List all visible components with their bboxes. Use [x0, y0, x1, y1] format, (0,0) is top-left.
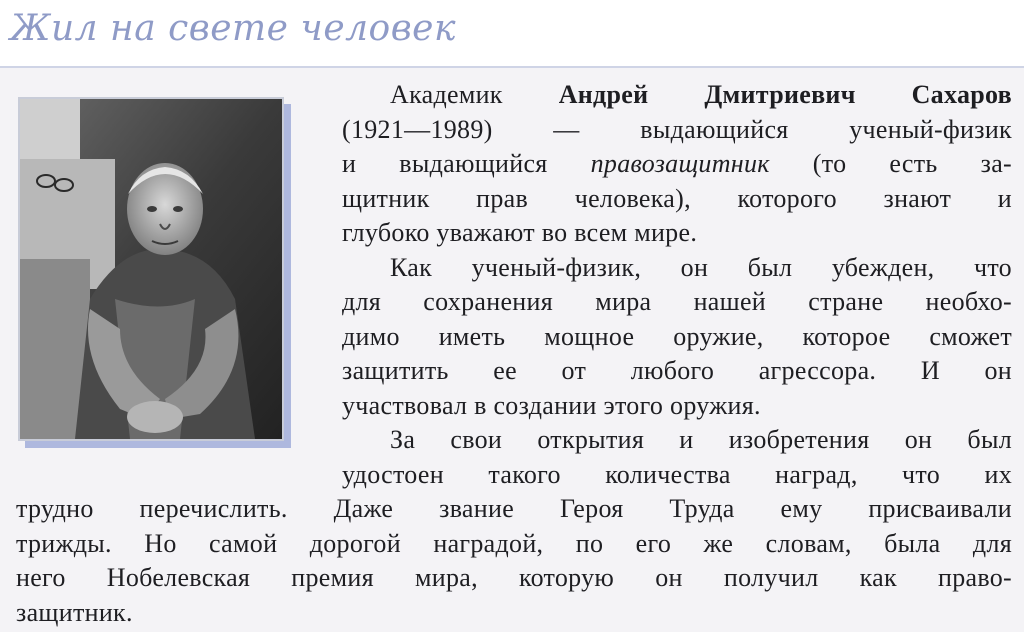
text-line: щитник прав человека), которого знают и: [342, 183, 1012, 213]
text-line: него Нобелевская премия мира, которую он получил как право-: [16, 563, 1012, 592]
person-name: Андрей Дмитриевич Сахаров: [558, 80, 1012, 109]
text-line: (1921—1989) — выдающийся ученый-физик: [342, 114, 1012, 144]
text-line: защитить ее от любого агрессора. И он: [342, 356, 1012, 385]
text-line: За свои открытия и изобретения он был: [390, 425, 1012, 454]
text-line: Как ученый-физик, он был убежден, что: [390, 252, 1012, 282]
text-line: димо иметь мощное оружие, которое сможет: [342, 321, 1012, 351]
text-fragment: Академик: [390, 80, 559, 109]
text-line: защитник.: [16, 597, 133, 627]
text-line: [342, 78, 1012, 113]
portrait-photo: [18, 97, 284, 441]
text-line: удостоен такого количества наград, что их: [342, 459, 1012, 489]
text-line: глубоко уважают во всем мире.: [342, 218, 698, 247]
text-line: для сохранения мира нашей стране необхо-: [342, 287, 1012, 316]
portrait-photo-icon: [20, 99, 282, 439]
page-header-title: Жил на свете человек: [10, 8, 456, 49]
text-line: трудно перечислить. Даже звание Героя Труда ему присваивали: [16, 494, 1012, 523]
text-fragment: и выдающийся: [342, 149, 591, 178]
text-line: [342, 147, 1012, 182]
text-line: участвовал в создании этого оружия.: [342, 390, 761, 420]
text-fragment: (то есть за-: [769, 149, 1012, 178]
text-line: трижды. Но самой дорогой наградой, по его же словам, была для: [16, 528, 1012, 558]
emphasis-term: правозащитник: [590, 149, 770, 178]
